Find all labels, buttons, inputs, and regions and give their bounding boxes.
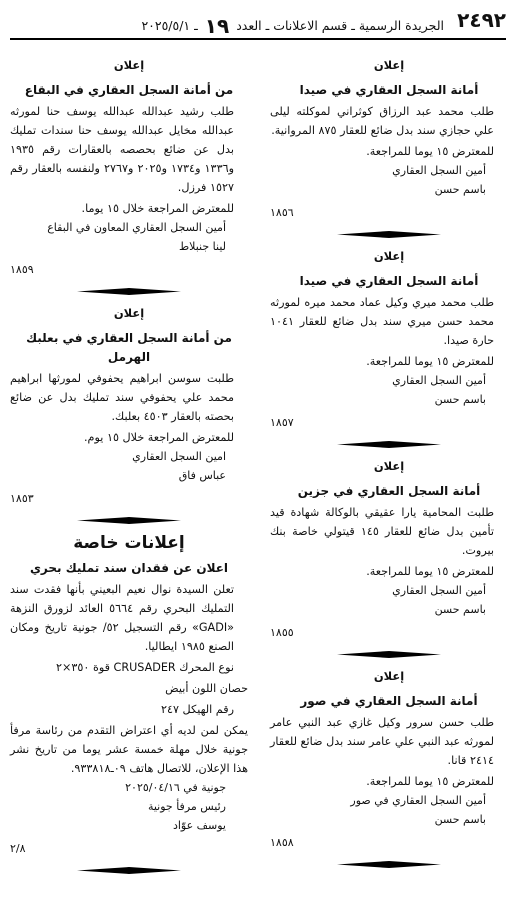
notice-title: إعلان bbox=[113, 306, 145, 320]
header-rule bbox=[10, 38, 506, 40]
notice-objection: للمعترض ١٥ يوما للمراجعة. bbox=[366, 565, 494, 578]
notice-objection: للمعترض المراجعة خلال ١٥ يوم. bbox=[84, 431, 234, 444]
separator-ornament bbox=[337, 441, 441, 448]
header-title bbox=[141, 14, 444, 38]
notice-body: طلبت سوسن ابراهيم يحفوفي لمورثها ابراهيم محمد علي يحفوفي سند تمليك بدل عن ضائع بحصته بالعقار ٤٥٠٣ بعلبك. bbox=[10, 372, 234, 423]
notice-number: ١٨٥٨ bbox=[270, 836, 294, 849]
engine-line: نوع المحرك CRUSADER قوة ٣٥٠×٢ bbox=[55, 661, 234, 674]
notice-saida-1 bbox=[270, 56, 508, 222]
separator-ornament bbox=[77, 517, 181, 524]
signer-title: أمين السجل العقاري bbox=[392, 374, 486, 387]
signer-title: أمين السجل العقاري bbox=[392, 584, 486, 597]
notice-number: ١٨٥٥ bbox=[270, 626, 294, 639]
notice-jezzine bbox=[270, 457, 508, 642]
separator-ornament bbox=[337, 861, 441, 868]
notice-objection: للمعترض ١٥ يوما للمراجعة. bbox=[366, 775, 494, 788]
notice-heading: من أمانة السجل العقاري في بعلبك الهرمل bbox=[26, 331, 232, 364]
notice-tyre bbox=[270, 667, 508, 852]
notice-boat-deed bbox=[10, 559, 248, 858]
separator-ornament bbox=[337, 231, 441, 238]
separator-ornament bbox=[77, 867, 181, 874]
signer-name: باسم حسن bbox=[434, 183, 486, 196]
signer-name: يوسف عوّاد bbox=[172, 819, 226, 832]
notice-number: ٢/٨ bbox=[10, 842, 26, 855]
signer-name: باسم حسن bbox=[434, 603, 486, 616]
notice-heading: أمانة السجل العقاري في جزين bbox=[297, 484, 481, 498]
notice-body: تعلن السيدة نوال نعيم البعيني بأنها فقدت سند التمليك البحري رقم ٥٦٦٤ العائد لزورق النزهة «GADI» رقم التسجيل ٥٢/ جونية تاريخ ومكان الصنع ١٩٨٥ ايطاليا. bbox=[10, 583, 234, 653]
notice-number: ١٨٥٧ bbox=[270, 416, 294, 429]
issue-number: ١٩ bbox=[204, 14, 230, 38]
signer-name: عباس فاق bbox=[178, 469, 226, 482]
color-line: حصان اللون أبيض bbox=[165, 682, 248, 695]
notice-objection: يمكن لمن لديه أي اعتراض التقدم من رئاسة مرفأ جونية خلال مهلة خمسة عشر يوما من تاريخ نشر هذا الإعلان، للاتصال هاتف ٠٩ـ٩٣٣٨١٨. bbox=[10, 724, 248, 775]
header-publication: الجريدة الرسمية ـ قسم الاعلانات ـ العدد bbox=[236, 18, 444, 33]
separator-ornament bbox=[337, 651, 441, 658]
signer-title: أمين السجل العقاري في صور bbox=[350, 794, 486, 807]
page-number: ٢٤٩٢ bbox=[457, 8, 506, 32]
signer-title: أمين السجل العقاري bbox=[392, 164, 486, 177]
notice-number: ١٨٥٩ bbox=[10, 263, 34, 276]
signer-title: امين السجل العقاري bbox=[132, 450, 226, 463]
notice-body: طلب محمد ميري وكيل عماد محمد ميره لمورثه محمد حسن ميري سند بدل ضائع للعقار ١٠٤١ حارة صيدا. bbox=[270, 296, 494, 347]
notice-title: إعلان bbox=[113, 58, 145, 72]
notice-body: طلب رشيد عبدالله عبدالله يوسف حنا لمورثه عبدالله مخايل عبدالله يوسف حنا سندات تمليك بدل عن ضائع بحصصه بالعقارات رقم ١٩٣٥ و١٣٣٦ و١٧٣٤ و٢٠٢٥ و٢٧٦٧ ولنفسه بالعقار رقم ١٥٢٧ فرزل. bbox=[10, 105, 234, 194]
hull-line: رقم الهيكل ٢٤٧ bbox=[160, 703, 234, 716]
notice-saida-2 bbox=[270, 247, 508, 432]
signer-title: أمين السجل العقاري المعاون في البقاع bbox=[47, 221, 226, 234]
notice-bekaa bbox=[10, 56, 248, 279]
section-title: إعلانات خاصة bbox=[73, 533, 185, 553]
issue-date: ـ ٢٠٢٥/٥/١ bbox=[141, 18, 198, 33]
right-column bbox=[270, 56, 508, 877]
notice-objection: للمعترض ١٥ يوما للمراجعة. bbox=[366, 145, 494, 158]
notice-heading: أمانة السجل العقاري في صيدا bbox=[299, 274, 479, 288]
notice-number: ١٨٥٣ bbox=[10, 492, 34, 505]
notice-body: طلبت المحامية يارا عقيقي بالوكالة شهادة قيد تأمين بدل ضائع للعقار ١٤٥ قيتولي خاصة بنك بيروت. bbox=[270, 506, 494, 557]
page-header bbox=[10, 6, 506, 36]
place-date: جونية في ٢٠٢٥/٠٤/١٦ bbox=[125, 781, 226, 794]
notice-title: إعلان bbox=[373, 58, 405, 72]
notice-title: إعلان bbox=[373, 669, 405, 683]
notice-heading: أمانة السجل العقاري في صور bbox=[300, 694, 478, 708]
signer-name: باسم حسن bbox=[434, 393, 486, 406]
notice-heading: من أمانة السجل العقاري في البقاع bbox=[24, 83, 234, 97]
notice-body: طلب محمد عبد الرزاق كوثراني لموكلته ليلى علي حجازي سند بدل ضائع للعقار ٨٧٥ المروانية. bbox=[270, 105, 494, 137]
notice-heading: اعلان عن فقدان سند تمليك بحري bbox=[29, 561, 229, 575]
notice-title: إعلان bbox=[373, 459, 405, 473]
notice-objection: للمعترض المراجعة خلال ١٥ يوما. bbox=[81, 202, 234, 215]
notice-title: إعلان bbox=[373, 249, 405, 263]
signer-title: رئيس مرفأ جونية bbox=[147, 800, 226, 813]
left-column bbox=[10, 56, 248, 883]
notice-number: ١٨٥٦ bbox=[270, 206, 294, 219]
signer-name: باسم حسن bbox=[434, 813, 486, 826]
notice-body: طلب حسن سرور وكيل غازي عبد النبي عامر لمورثه عبد النبي علي عامر سند بدل ضائع للعقار ٢٤١٤ قانا. bbox=[270, 716, 494, 767]
notice-baalbek bbox=[10, 304, 248, 508]
notice-objection: للمعترض ١٥ يوما للمراجعة. bbox=[366, 355, 494, 368]
signer-name: لينا جنبلاط bbox=[178, 240, 226, 253]
notice-heading: أمانة السجل العقاري في صيدا bbox=[299, 83, 479, 97]
separator-ornament bbox=[77, 288, 181, 295]
